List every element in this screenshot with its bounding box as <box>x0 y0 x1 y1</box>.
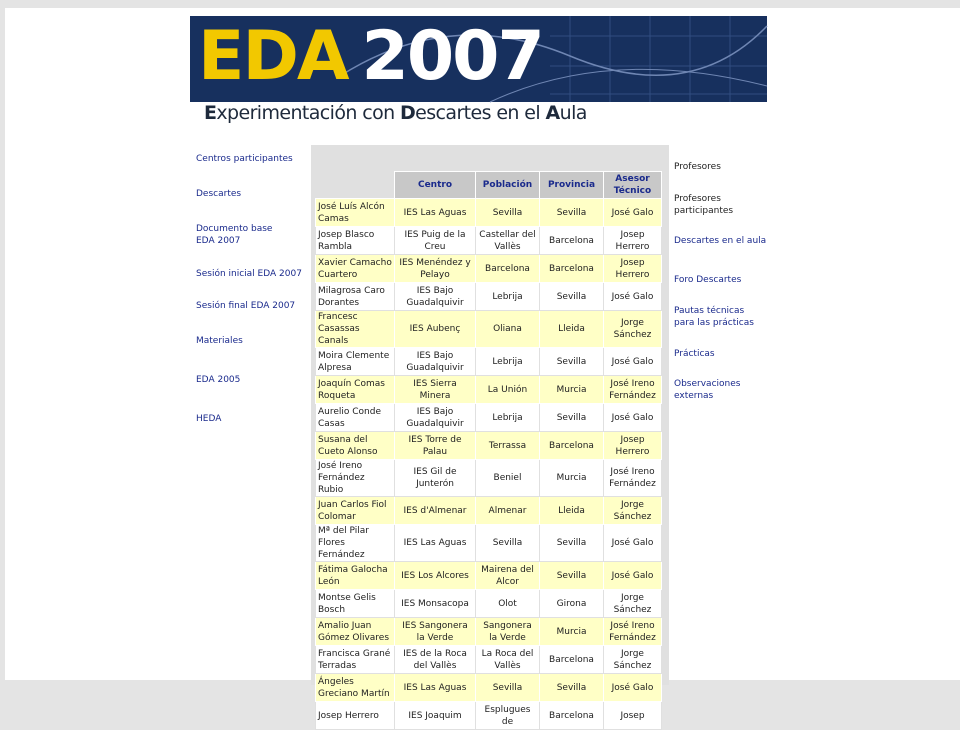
cell-asesor: José Ireno Fernández <box>604 376 662 404</box>
cell-centro: IES Monsacopa <box>395 590 476 618</box>
right-nav-text: participantes <box>674 206 734 216</box>
table-row <box>316 562 662 590</box>
right-nav-text: Foro Descartes <box>674 275 742 285</box>
cell-participant-name: Juan Carlos Fiol Colomar <box>316 497 395 525</box>
cell-asesor: José Galo <box>604 562 662 590</box>
cell-centro: IES Bajo Guadalquivir <box>395 348 476 376</box>
table-row <box>316 618 662 646</box>
cell-provincia: Barcelona <box>540 227 604 255</box>
left-nav-link-label: EDA 2005 <box>196 375 241 385</box>
subtitle-part: E <box>204 102 217 124</box>
cell-poblacion: Sevilla <box>476 525 540 562</box>
cell-asesor: Josep <box>604 702 662 730</box>
cell-poblacion: Sevilla <box>476 674 540 702</box>
left-nav-link-label: Documento base <box>196 224 273 234</box>
left-nav-link[interactable] <box>196 413 314 425</box>
cell-provincia: Barcelona <box>540 255 604 283</box>
cell-provincia: Girona <box>540 590 604 618</box>
page <box>5 8 960 727</box>
cell-poblacion: Almenar <box>476 497 540 525</box>
table-row <box>316 590 662 618</box>
subtitle-part: ula <box>559 102 587 124</box>
cell-asesor: José Galo <box>604 199 662 227</box>
banner-subtitle <box>204 102 587 124</box>
cell-provincia: Barcelona <box>540 646 604 674</box>
eda-2007-banner <box>190 16 767 102</box>
cell-participant-name: José Ireno Fernández Rubio <box>316 460 395 497</box>
cell-centro: IES Torre de Palau <box>395 432 476 460</box>
cell-asesor: Josep Herrero <box>604 255 662 283</box>
cell-poblacion: Lebrija <box>476 283 540 311</box>
cell-provincia: Sevilla <box>540 562 604 590</box>
cell-poblacion: Sangonera la Verde <box>476 618 540 646</box>
cell-poblacion: Lebrija <box>476 348 540 376</box>
cell-centro: IES Gil de Junterón <box>395 460 476 497</box>
cell-provincia: Sevilla <box>540 404 604 432</box>
cell-provincia: Sevilla <box>540 283 604 311</box>
cell-centro: IES Sangonera la Verde <box>395 618 476 646</box>
left-nav-link-label: HEDA <box>196 414 222 424</box>
cell-participant-name: Milagrosa Caro Dorantes <box>316 283 395 311</box>
cell-poblacion: Oliana <box>476 311 540 348</box>
cell-provincia: Barcelona <box>540 702 604 730</box>
table-row <box>316 460 662 497</box>
right-nav-link[interactable] <box>674 235 774 247</box>
cell-participant-name: Fátima Galocha León <box>316 562 395 590</box>
cell-centro: IES d'Almenar <box>395 497 476 525</box>
cell-provincia: Barcelona <box>540 432 604 460</box>
left-nav-link-label: EDA 2007 <box>196 236 241 246</box>
left-nav-link-label: Sesión inicial EDA 2007 <box>196 269 302 279</box>
cell-provincia: Sevilla <box>540 525 604 562</box>
subtitle-part: A <box>545 102 560 124</box>
left-nav-link[interactable] <box>196 268 314 280</box>
right-nav-text: Descartes en el aula <box>674 236 767 246</box>
right-nav-link[interactable] <box>674 274 774 286</box>
cell-asesor: Jorge Sánchez <box>604 497 662 525</box>
cell-poblacion: Mairena del Alcor <box>476 562 540 590</box>
cell-participant-name: Moira Clemente Alpresa <box>316 348 395 376</box>
cell-asesor: Jorge Sánchez <box>604 590 662 618</box>
cell-poblacion: Terrassa <box>476 432 540 460</box>
cell-poblacion: Castellar del Vallès <box>476 227 540 255</box>
cell-participant-name: José Luís Alcón Camas <box>316 199 395 227</box>
cell-provincia: Sevilla <box>540 674 604 702</box>
table-row <box>316 311 662 348</box>
cell-participant-name: Amalio Juan Gómez Olivares <box>316 618 395 646</box>
participants-table <box>315 171 662 730</box>
cell-centro: IES Bajo Guadalquivir <box>395 283 476 311</box>
cell-participant-name: Xavier Camacho Cuartero <box>316 255 395 283</box>
cell-poblacion: Lebrija <box>476 404 540 432</box>
cell-centro: IES Las Aguas <box>395 525 476 562</box>
cell-participant-name: Joaquín Comas Roqueta <box>316 376 395 404</box>
table-row <box>316 525 662 562</box>
cell-poblacion: Olot <box>476 590 540 618</box>
cell-centro: IES Aubenç <box>395 311 476 348</box>
cell-participant-name: Josep Herrero <box>316 702 395 730</box>
table-row <box>316 255 662 283</box>
table-row <box>316 404 662 432</box>
cell-provincia: Sevilla <box>540 348 604 376</box>
cell-asesor: Josep Herrero <box>604 227 662 255</box>
cell-poblacion: Beniel <box>476 460 540 497</box>
table-header-row <box>316 172 662 199</box>
right-nav-link[interactable] <box>674 348 774 360</box>
cell-asesor: José Galo <box>604 674 662 702</box>
cell-asesor: Jorge Sánchez <box>604 646 662 674</box>
right-nav-text: externas <box>674 391 714 401</box>
right-nav-label <box>674 193 774 217</box>
left-nav-link[interactable] <box>196 153 314 165</box>
header-blank-cell <box>316 172 395 199</box>
cell-centro: IES Bajo Guadalquivir <box>395 404 476 432</box>
subtitle-part: xperimentación con <box>216 102 400 124</box>
table-row <box>316 199 662 227</box>
cell-asesor: José Galo <box>604 404 662 432</box>
table-body <box>316 199 662 730</box>
table-row <box>316 497 662 525</box>
subtitle-part: D <box>400 102 416 124</box>
header-poblacion: Población <box>476 172 540 199</box>
cell-centro: IES Sierra Minera <box>395 376 476 404</box>
cell-participant-name: Montse Gelis Bosch <box>316 590 395 618</box>
cell-centro: IES Los Alcores <box>395 562 476 590</box>
cell-poblacion: La Roca del Vallès <box>476 646 540 674</box>
right-nav-label <box>674 161 774 173</box>
table-row <box>316 646 662 674</box>
cell-participant-name: Ángeles Greciano Martín <box>316 674 395 702</box>
table-row <box>316 702 662 730</box>
left-nav-link[interactable] <box>196 223 314 247</box>
cell-asesor: José Ireno Fernández <box>604 460 662 497</box>
table-row <box>316 432 662 460</box>
table-row <box>316 283 662 311</box>
header-asesor-tecnico: Asesor Técnico <box>604 172 662 199</box>
cell-participant-name: Susana del Cueto Alonso <box>316 432 395 460</box>
cell-provincia: Sevilla <box>540 199 604 227</box>
table-row <box>316 376 662 404</box>
cell-asesor: José Galo <box>604 283 662 311</box>
table-row <box>316 348 662 376</box>
left-nav-link-label: Sesión final EDA 2007 <box>196 301 296 311</box>
cell-asesor: José Galo <box>604 525 662 562</box>
cell-provincia: Murcia <box>540 460 604 497</box>
left-nav-link[interactable] <box>196 300 314 312</box>
cell-poblacion: La Unión <box>476 376 540 404</box>
left-nav-link-label: Descartes <box>196 189 242 199</box>
right-nav-text: Observaciones <box>674 379 741 389</box>
right-nav-text: Pautas técnicas <box>674 306 745 316</box>
cell-centro: IES Las Aguas <box>395 199 476 227</box>
cell-poblacion: Sevilla <box>476 199 540 227</box>
banner-title <box>198 14 543 100</box>
cell-asesor: Jorge Sánchez <box>604 311 662 348</box>
cell-provincia: Lleida <box>540 311 604 348</box>
cell-participant-name: Francesc Casassas Canals <box>316 311 395 348</box>
subtitle-part: escartes en el <box>415 102 546 124</box>
cell-asesor: José Galo <box>604 348 662 376</box>
left-nav-link-label: Centros participantes <box>196 154 293 164</box>
cell-participant-name: Mª del Pilar Flores Fernández <box>316 525 395 562</box>
cell-centro: IES Las Aguas <box>395 674 476 702</box>
cell-centro: IES Menéndez y Pelayo <box>395 255 476 283</box>
right-nav-text: para las prácticas <box>674 318 754 328</box>
right-nav-link[interactable] <box>674 378 774 402</box>
cell-asesor: Josep Herrero <box>604 432 662 460</box>
right-nav-text: Prácticas <box>674 349 715 359</box>
right-nav-text: Profesores <box>674 194 721 204</box>
cell-centro: IES Puig de la Creu <box>395 227 476 255</box>
cell-asesor: José Ireno Fernández <box>604 618 662 646</box>
header-centro: Centro <box>395 172 476 199</box>
banner-title-eda: EDA <box>198 17 348 96</box>
left-nav-link[interactable] <box>196 188 314 200</box>
participants-table-panel <box>311 145 669 727</box>
cell-centro: IES Joaquim <box>395 702 476 730</box>
left-nav-link[interactable] <box>196 335 314 347</box>
cell-poblacion: Esplugues de <box>476 702 540 730</box>
cell-participant-name: Francisca Grané Terradas <box>316 646 395 674</box>
table-row <box>316 227 662 255</box>
right-nav-link[interactable] <box>674 305 774 329</box>
banner-title-year: 2007 <box>361 17 543 96</box>
header-provincia: Provincia <box>540 172 604 199</box>
right-nav-text: Profesores <box>674 162 721 172</box>
left-nav-link-label: Materiales <box>196 336 243 346</box>
cell-participant-name: Josep Blasco Rambla <box>316 227 395 255</box>
cell-provincia: Murcia <box>540 618 604 646</box>
cell-provincia: Murcia <box>540 376 604 404</box>
cell-centro: IES de la Roca del Vallès <box>395 646 476 674</box>
cell-poblacion: Barcelona <box>476 255 540 283</box>
cell-participant-name: Aurelio Conde Casas <box>316 404 395 432</box>
left-nav-link[interactable] <box>196 374 314 386</box>
table-row <box>316 674 662 702</box>
cell-provincia: Lleida <box>540 497 604 525</box>
